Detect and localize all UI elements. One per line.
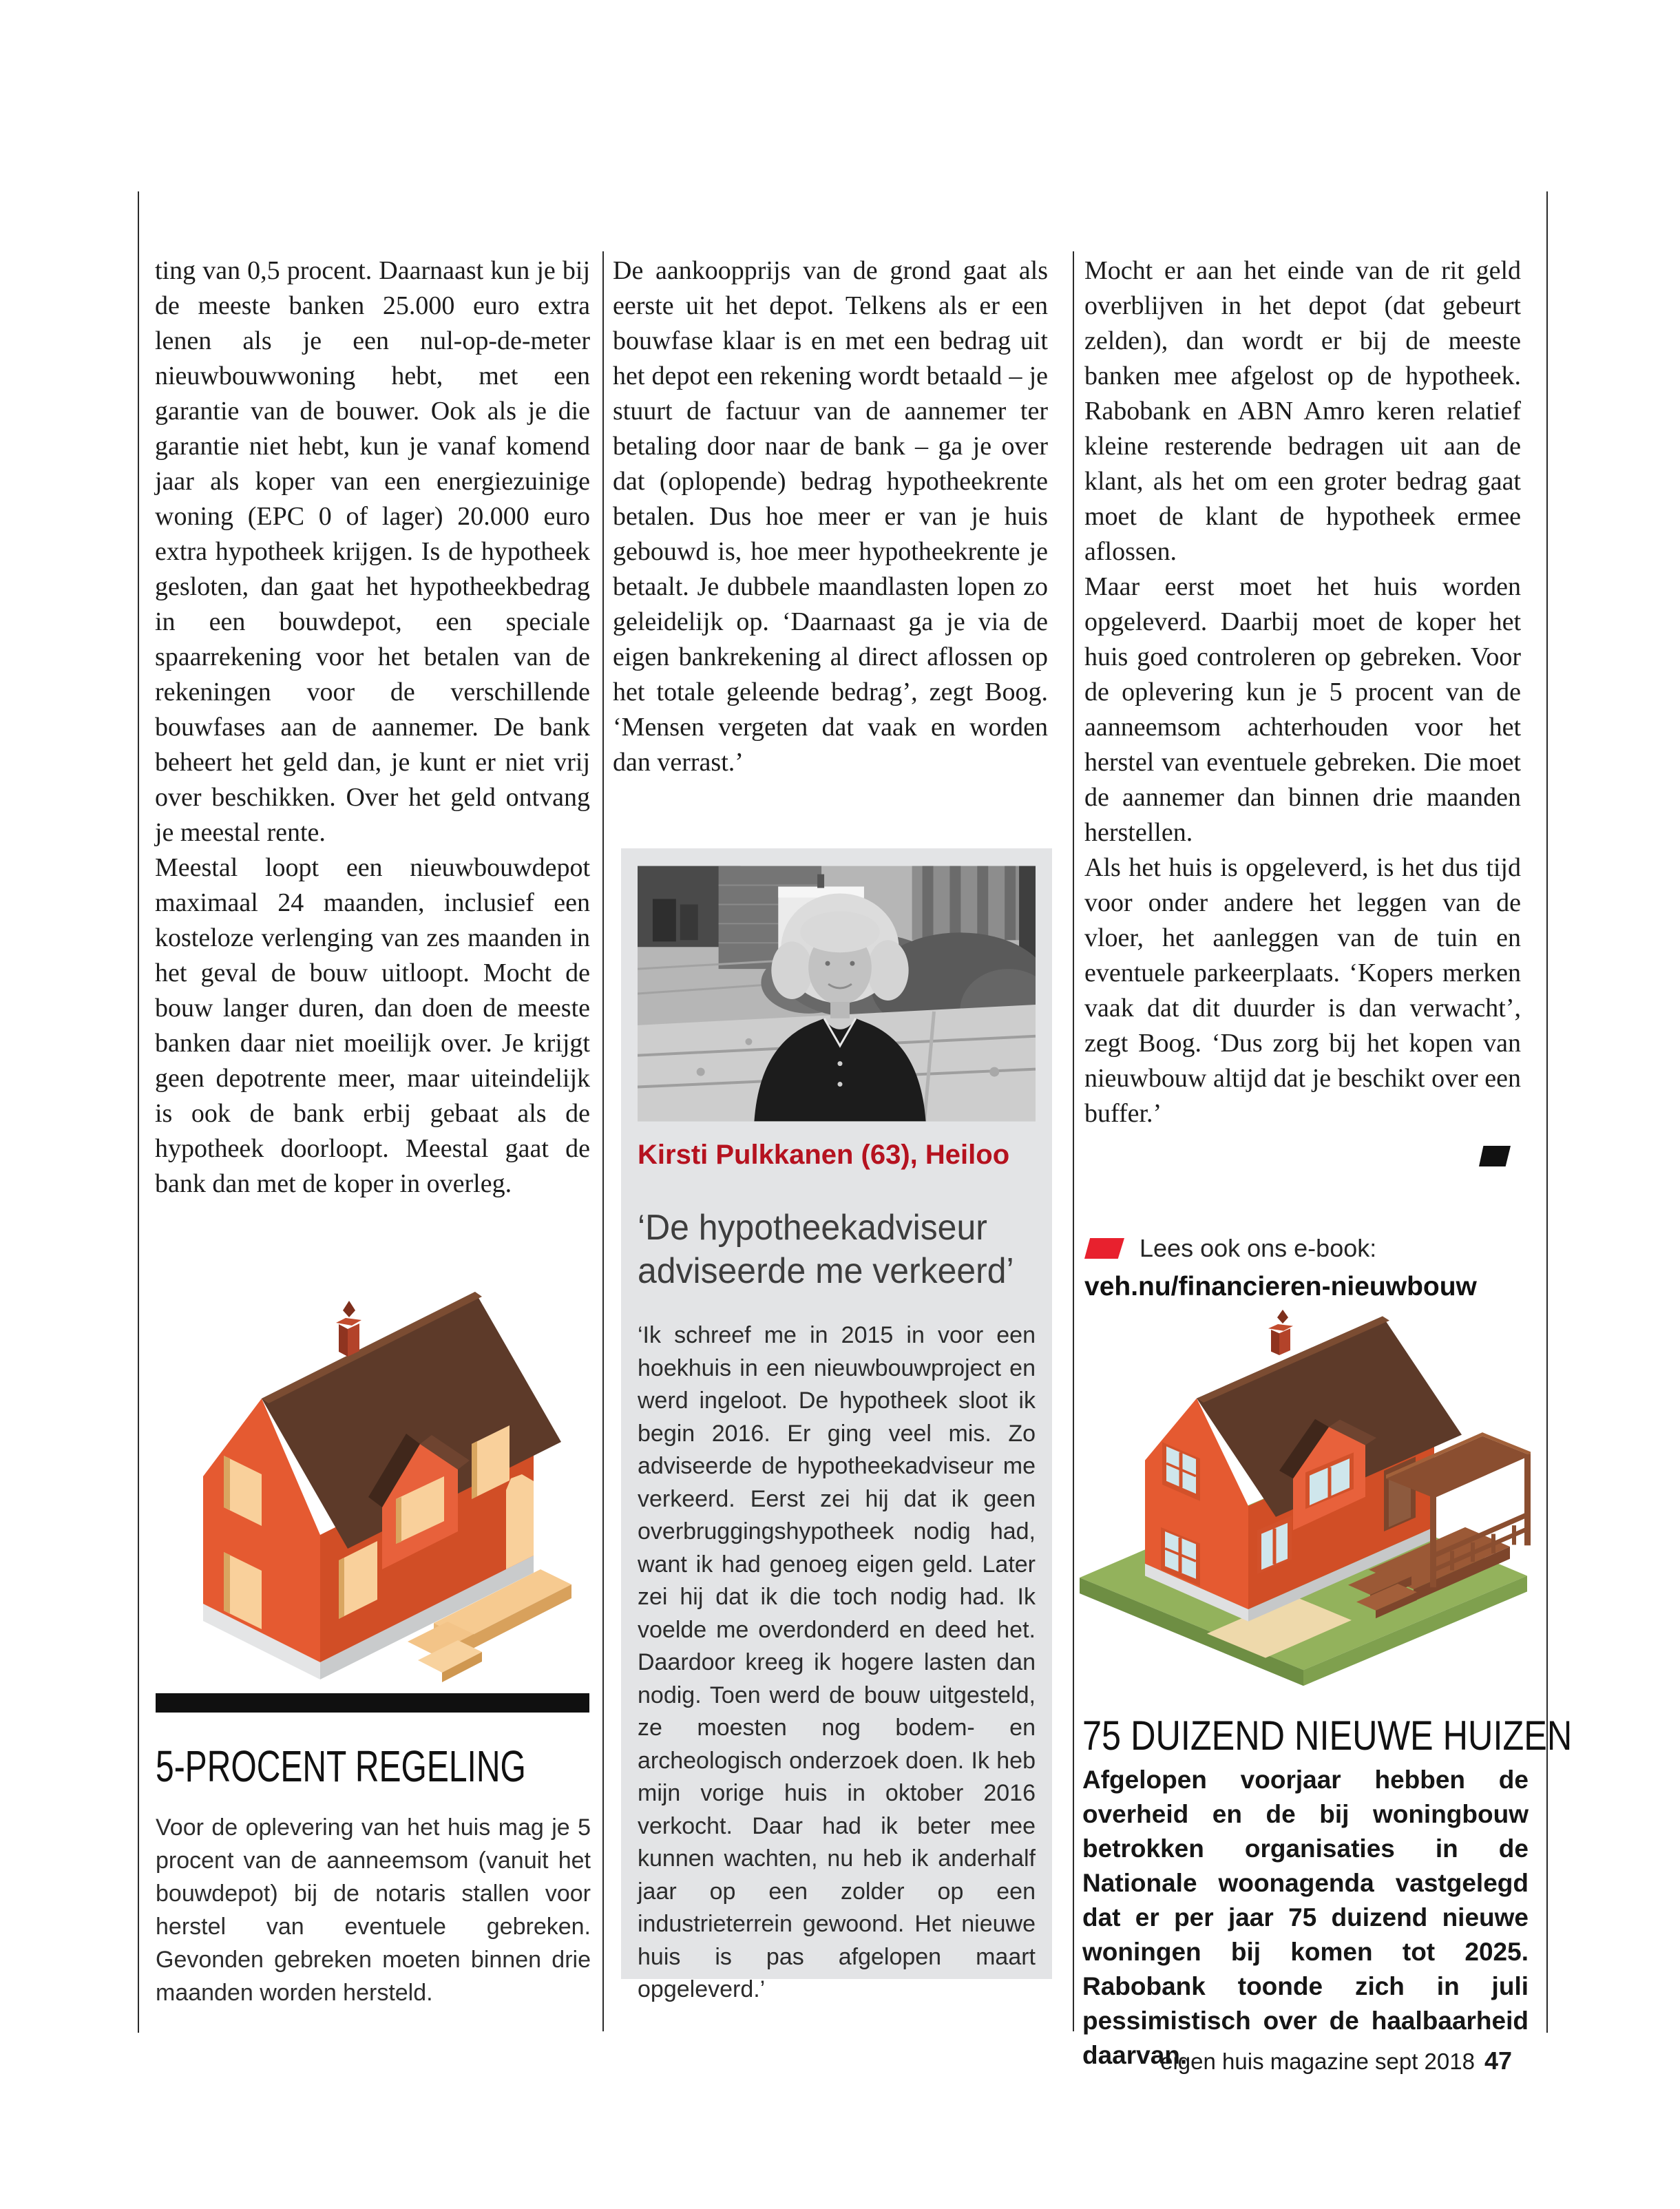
- red-flag-icon: [1084, 1238, 1124, 1259]
- profile-panel: [621, 848, 1052, 2002]
- col3-paragraph-1: Mocht er aan het einde van de rit geld overblijven in het depot (dat gebeurt zelden), dan wordt er bij de meeste banken mee afgelost op de hypotheek. Rabobank en ABN Amro keren relatief kleine resterende bedragen uit aan de klant, als het om een groter bedrag gaat moet de klant de hypotheek ermee aflossen.: [1084, 256, 1521, 566]
- col3-paragraph-3: Als het huis is opgeleverd, is het dus tijd voor onder andere het leggen van de vloer, het aanleggen van de tuin en eventuele parkeerplaats. ‘Kopers merken vaak dat dit duurder is dan verwacht’, zegt Boog. ‘Dus zorg bij het kopen van nieuwbouw altijd dat je beschikt over een buffer.’: [1084, 853, 1521, 1128]
- column-rule-1: [602, 251, 604, 2031]
- ebook-lead-text: Lees ook ons e-book:: [1140, 1234, 1377, 1262]
- col1-paragraph-1: ting van 0,5 procent. Daarnaast kun je bij de meeste banken 25.000 euro extra lenen als je een nul-op-de-meter nieuwbouwwoning hebt, met een garantie van de bouwer. Ook als je die garantie niet hebt, kun je vanaf komend jaar als koper van een energiezuinige woning (EPC 0 of lager) 20.000 euro extra hypotheek krijgen. Is de hypotheek gesloten, dan gaat het hypotheekbedrag in een bouwdepot, een speciale spaarrekening voor het betalen van de rekeningen voor de verschillende bouwfases aan de aannemer. De bank beheert het geld dan, je kunt er niet vrij over beschikken. Over het geld ontvang je meestal rente.: [155, 256, 590, 847]
- column-rule-2: [1073, 251, 1074, 2031]
- column-1-body: [155, 253, 590, 1202]
- profile-quote-heading: [638, 1206, 1014, 1293]
- col3-paragraph-2: Maar eerst moet het huis worden opgeleverd. Daarbij moet de koper het huis goed controleren op gebreken. Voor de oplevering kun je 5 procent van de aanneemsom achterhouden voor het herstel van eventuele gebreken. Die moet de aannemer dan binnen drie maanden herstellen.: [1084, 572, 1521, 847]
- quote-line-2: adviseerde me verkeerd’: [638, 1251, 1014, 1291]
- chimney: [1268, 1310, 1293, 1355]
- portrait-photo-image: [638, 866, 1036, 1122]
- footer-credit: eigen huis magazine sept 2018: [1160, 2049, 1475, 2074]
- house-finished-illustration: [1073, 1293, 1533, 1687]
- ebook-link[interactable]: veh.nu/financieren-nieuwbouw: [1084, 1272, 1477, 1301]
- quote-line-1: ‘De hypotheekadviseur: [638, 1208, 987, 1248]
- left-margin-rule: [138, 191, 139, 2033]
- col2-paragraph-1: De aankoopprijs van de grond gaat als eerste uit het depot. Telkens als er een bouwfase klaar is en met een bedrag uit het depot een rekening wordt betaald – je stuurt de factuur van de aannemer ter betaling door naar de bank – ga je over dat (oplopende) bedrag hypotheekrente betalen. Dus hoe meer er van je huis gebouwd is, hoe meer hypotheekrente je betaalt. Je dubbele maandlasten lopen zo geleidelijk op. ‘Daarnaast ga je via de eigen bankrekening al direct aflossen op het totale geleende bedrag’, zegt Boog. ‘Mensen vergeten dat vaak en worden dan verrast.’: [613, 256, 1048, 777]
- section-body-5-procent: Voor de oplevering van het huis mag je 5 procent van de aanneemsom (vanuit het bouwdepot) bij de notaris stallen voor herstel van eventuele gebreken. Gevonden gebreken moeten binnen drie maanden worden hersteld.: [156, 1814, 591, 2006]
- portrait-photo: [638, 866, 1036, 1122]
- section-heading-5-procent: 5-PROCENT REGELING: [156, 1741, 526, 1791]
- news-heading: 75 DUIZEND NIEUWE HUIZEN: [1082, 1713, 1573, 1759]
- col1-paragraph-2: Meestal loopt een nieuwbouwdepot maximaal 24 maanden, inclusief een kosteloze verlenging van zes maanden in het geval de bouw uitloopt. Mocht de bouw langer duren, dan doen de meeste banken daar niet moeilijk over. Je krijgt geen depotrente meer, maar uiteindelijk is ook de bank erbij gebaat als de hypotheek doorloopt. Meestal gaat de bank dan met de koper in overleg.: [155, 853, 590, 1198]
- column-2-body: [613, 253, 1048, 780]
- profile-caption: Kirsti Pulkkanen (63), Heiloo: [638, 1140, 1010, 1170]
- article-end-marker-icon: [1479, 1146, 1511, 1166]
- footer-page-number: 47: [1484, 2046, 1512, 2075]
- profile-story: ‘Ik schreef me in 2015 in voor een hoekhuis in een nieuwbouwproject en werd ingeloot. De hypotheek sloot ik begin 2016. Er ging veel mis. Zo adviseerde de hypotheekadviseur me verkeerd. Eerst zei hij dat ik geen overbruggingshypotheek nodig had, want ik had genoeg eigen geld. Later zei hij dat ik die toch nodig had. Ik voelde me overdonderd en deed het. Daardoor kreeg ik hogere lasten dan nodig. Toen werd de bouw uitgesteld, ze moesten nog bodem- en archeologisch onderzoek doen. Ik heb mijn vorige huis in oktober 2016 verkocht. Daar had ik beter mee kunnen wachten, nu heb ik anderhalf jaar op een zolder op een industrieterrein gewoond. Het nieuwe huis is pas afgelopen maart opgeleverd.’: [638, 1322, 1036, 2002]
- section-divider-bar: [156, 1693, 589, 1713]
- page-footer: [1033, 2046, 1512, 2075]
- chimney: [336, 1301, 361, 1357]
- news-body: Afgelopen voorjaar hebben de overheid en de bij woningbouw betrokken organisaties in de Nationale woonagenda vastgelegd dat er per jaar 75 duizend nieuwe woningen bij komen tot 2025. Rabobank toonde zich in juli pessimistisch over de haalbaarheid daarvan.: [1082, 1766, 1529, 2069]
- ebook-callout: [1084, 1234, 1376, 1263]
- house-finished-icon: [1073, 1293, 1533, 1687]
- house-construction-icon: [158, 1279, 571, 1687]
- house-construction-illustration: [158, 1279, 571, 1687]
- column-3-body: [1084, 253, 1521, 1131]
